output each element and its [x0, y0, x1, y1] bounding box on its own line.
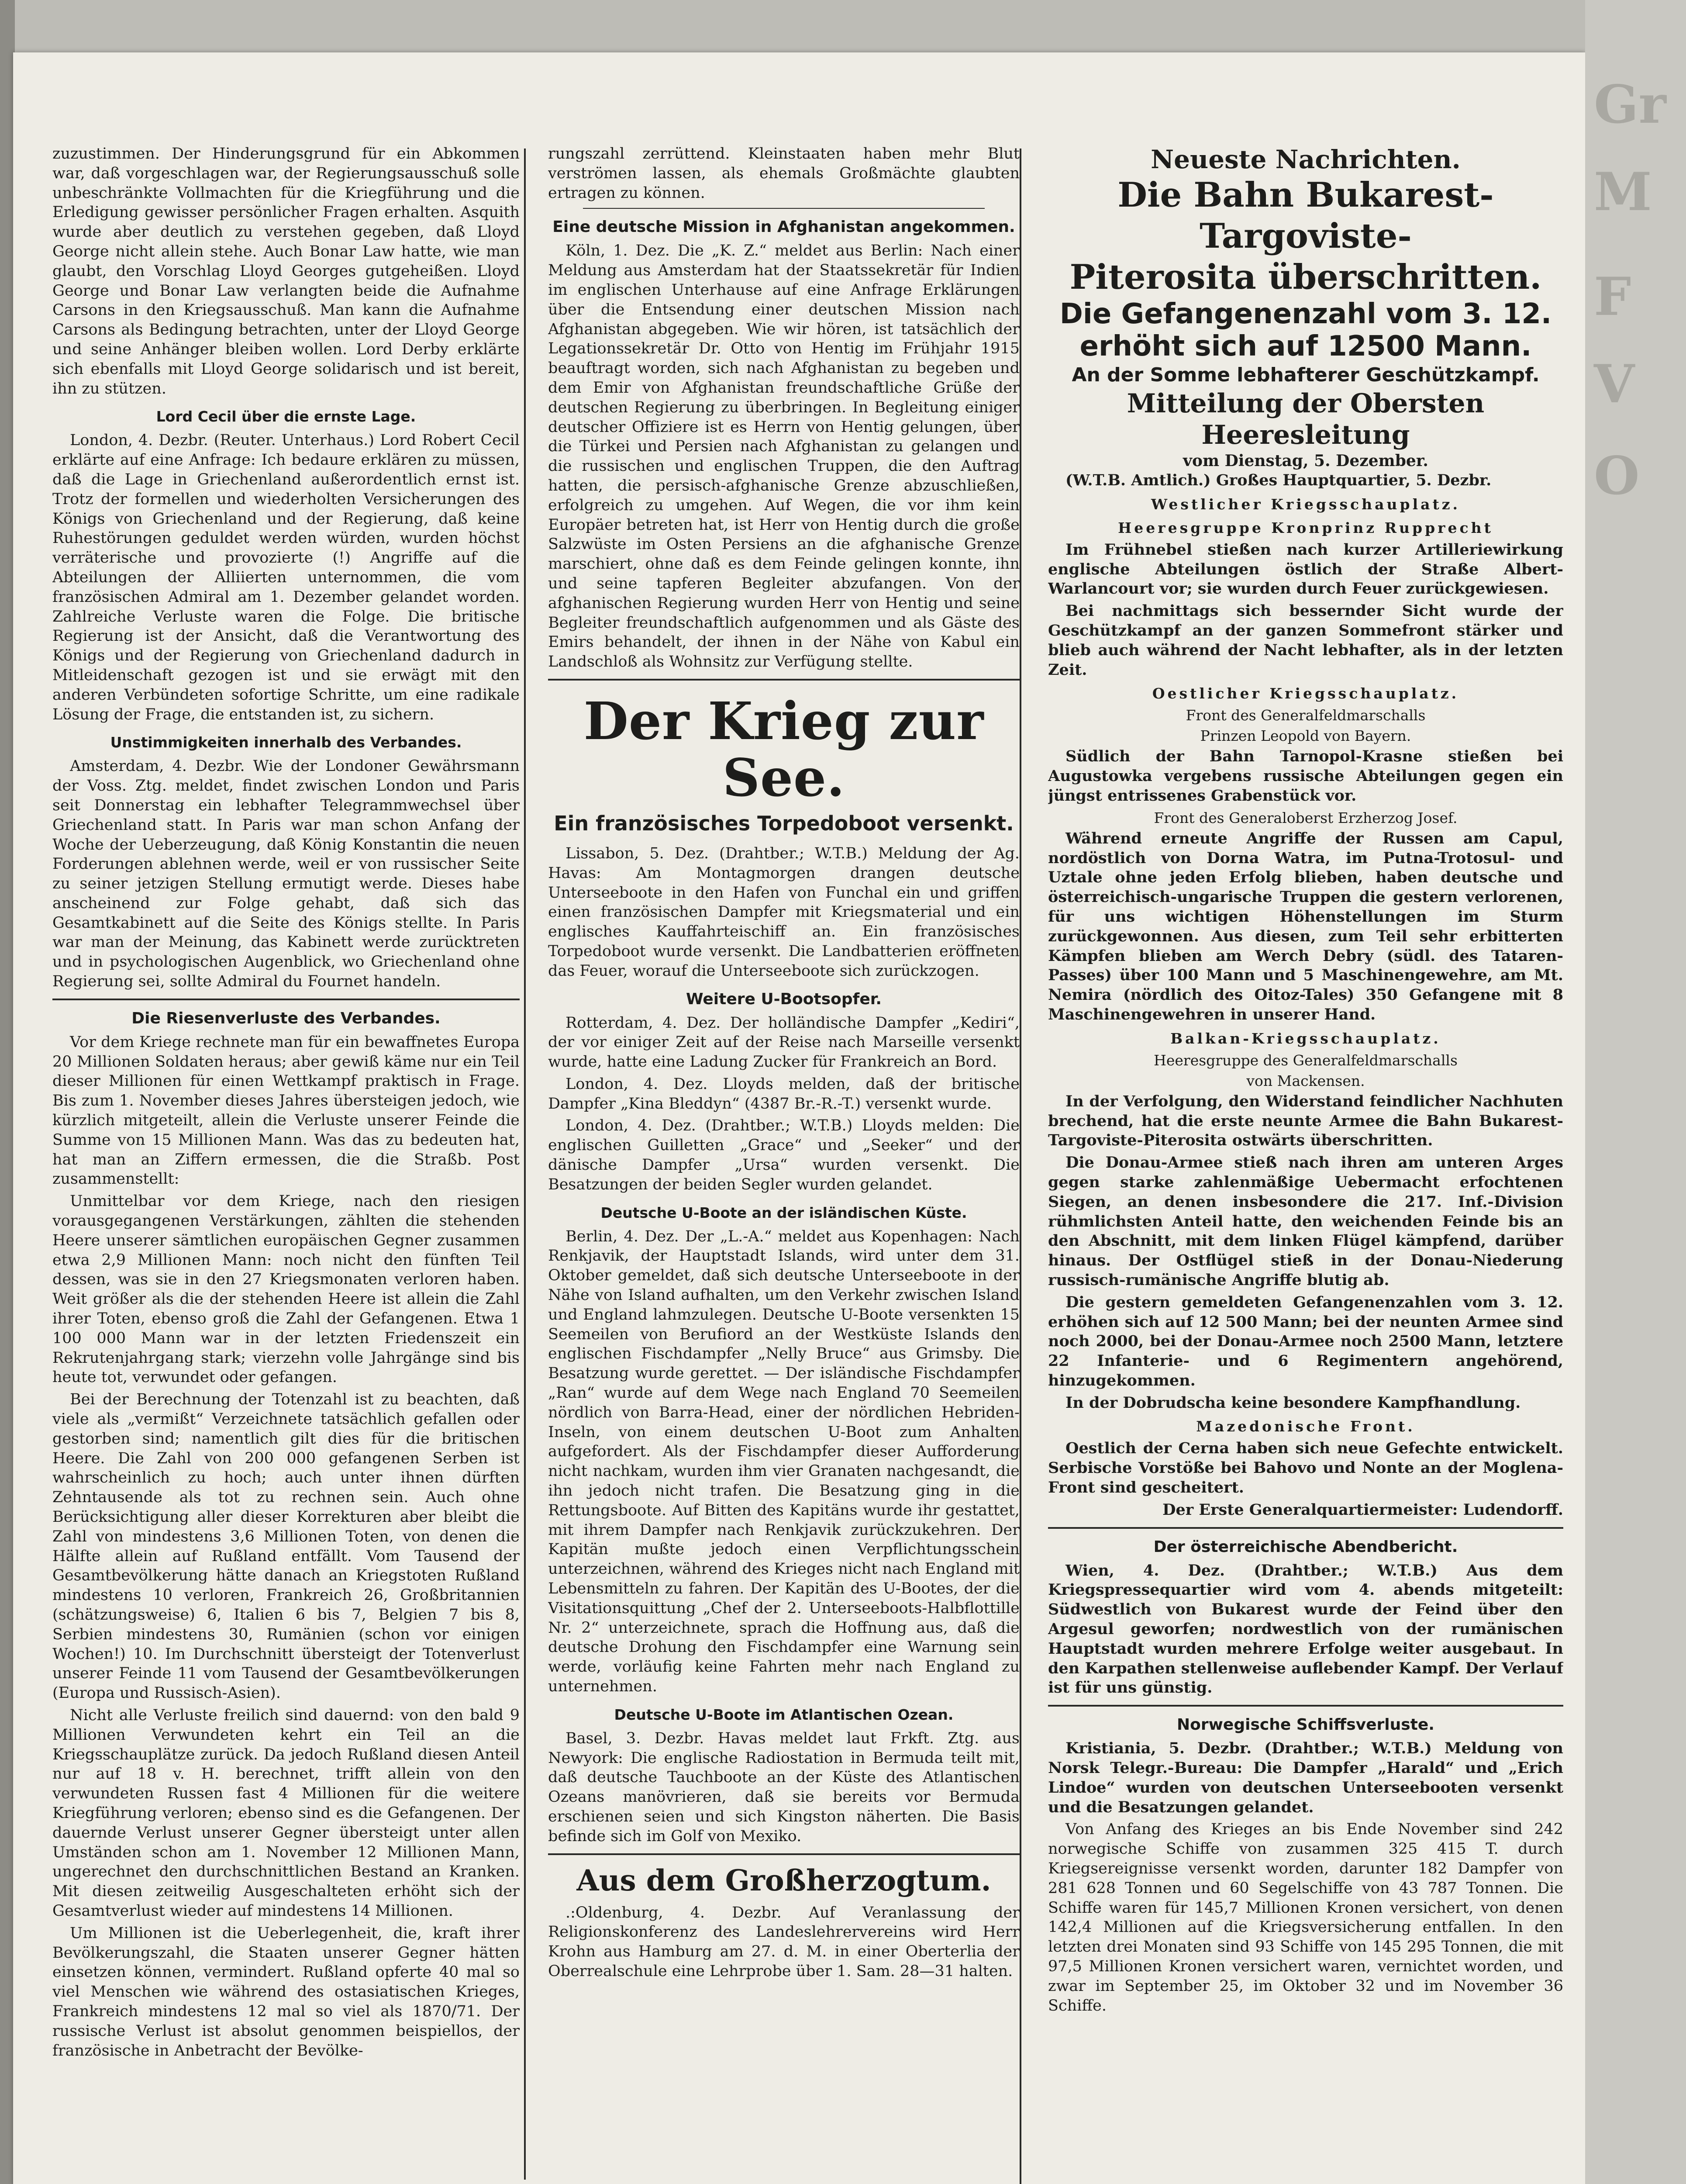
divider: [1048, 1705, 1563, 1707]
newspaper-page: [13, 52, 1585, 2184]
article-heading: Eine deutsche Mission in Afghanistan angekommen.: [552, 218, 1015, 236]
front-label: Front des Generaloberst Erzherzog Josef.: [1154, 809, 1458, 826]
article-text: Rotterdam, 4. Dez. Der holländische Dampfer „Kediri“, der vor einiger Zeit auf der Reise nach Marseille versenkt wurde, hatte eine Ladung Zucker für Frankreich an Bord.: [548, 1014, 1020, 1071]
section-headline: Aus dem Großherzogtum.: [576, 1863, 991, 1897]
article-text: Die gestern gemeldeten Gefangenenzahlen vom 3. 12. erhöhen sich auf 12 500 Mann; bei der neunten Armee sind noch 2000, bei der Donau-Armee noch 2500 Mann, letztere 22 Infanterie- und 6 Regimentern angehörend, hinzugekommen.: [1048, 1293, 1563, 1389]
section-headline: Der Krieg zur See.: [583, 690, 984, 808]
article-text: Bei der Berechnung der Totenzahl ist zu beachten, daß viele als „vermißt“ Verzeichnete tatsächlich gefallen oder gestorben sind; namentlich gilt dies für die britischen Heere. Die Zahl von 200 000 gefangenen Serben ist wahrscheinlich zu hoch; auch unter ihnen dürften Zehntausende als tot zu rechnen sein. Auch ohne Berücksichtigung aller dieser Korrekturen aber bleibt die Zahl von mindestens 3,6 Millionen Toten, von denen die Hälfte allein auf Rußland entfällt. Vom Tausend der Gesamtbevölkerung hätte danach an Kriegstoten Rußland mindestens 10 verloren, Frankreich 26, Großbritannien (schätzungsweise) 6, Italien 6 bis 7, Belgien 7 bis 8, Serbien mindestens 30, Rumänien (schon vor einigen Wochen!) 10. Im Durchschnitt übersteigt der Totenverlust unserer Feinde 11 vom Tausend der Gesamtbevölkerungen (Europa und Russisch-Asien).: [52, 1391, 520, 1702]
bleed-through-text: Gr: [1594, 74, 1666, 135]
article-text: Köln, 1. Dez. Die „K. Z.“ meldet aus Berlin: Nach einer Meldung aus Amsterdam hat der Staatssekretär für Indien im englischen Unterhause auf eine Anfrage Erklärungen über die Entsendung einer deutschen Mission nach Afghanistan abgegeben. Wie wir hören, ist tatsächlich der Legationssekretär Dr. Otto von Hentig im Frühjahr 1915 beauftragt worden, sich nach Afghanistan zu begeben und dem Emir von Afghanistan freundschaftliche Grüße der deutschen Regierung zu überbringen. In Begleitung einiger deutscher Offiziere ist es Herrn von Hentig gelungen, über die Türkei und Persien nach Afghanistan zu gelangen und die russischen und englischen Truppen, die den Auftrag hatten, die persisch-afghanische Grenze abzuschließen, erfolgreich zu umgehen. Auf Wegen, die vor ihm kein Europäer betreten hat, ist Herr von Hentig durch die große Salzwüste im Osten Persiens an die afghanische Grenze marschiert, ohne daß es dem Feinde gelingen konnte, ihn und seine tapferen Begleiter abzufangen. Von der afghanischen Regierung wurden Herr von Hentig und seine Begleiter freundschaftlich aufgenommen und als Gäste des Emirs behandelt, der ihnen in der Nähe von Kabul ein Landschloß als Wohnsitz zur Verfügung stellte.: [548, 242, 1020, 671]
article-text: Lissabon, 5. Dez. (Drahtber.; W.T.B.) Meldung der Ag. Havas: Am Montagmorgen drangen deutsche Unterseeboote in den Hafen von Funchal ein und griffen einen französischen Dampfer mit Kriegsmaterial und ein englisches Kauffahrteischiff an. Ein französisches Torpedoboot wurde versenkt. Die Landbatterien eröffneten das Feuer, worauf die Unterseeboote sich zurückzogen.: [548, 844, 1020, 980]
article-text: Amsterdam, 4. Dezbr. Wie der Londoner Gewährsmann der Voss. Ztg. meldet, findet zwischen London und Paris seit Donnerstag ein lebhafter Telegrammwechsel über Griechenland statt. In Paris war man schon Anfang der Woche der Ueberzeugung, daß König Konstantin die neuen Forderungen ablehnen werde, weil er von russischer Seite zu seiner jetzigen Stellung ermutigt werde. Dieses habe anscheinend zur Folge gehabt, daß sich das Gesamtkabinett auf die Seite des Königs stellte. In Paris war man der Meinung, das Kabinett werde zurücktreten und in psychologischen Augenblick, wo Griechenland ohne Regierung sei, sollte Admiral du Fournet handeln.: [52, 757, 520, 991]
divider: [1048, 1527, 1563, 1529]
article-text: London, 4. Dez. (Drahtber.; W.T.B.) Lloyds melden: Die englischen Guilletten „Grace“ und „Seeker“ und der dänische Dampfer „Ursa“ wurden versenkt. Die Besatzungen der beiden Segler wurden gelandet.: [548, 1117, 1020, 1193]
column-left: [52, 144, 520, 2184]
article-heading: Die Riesenverluste des Verbandes.: [131, 1009, 441, 1027]
section-label: Oestlicher Kriegsschauplatz.: [1152, 685, 1459, 702]
column-rule-1: [524, 149, 526, 2180]
article-text: In der Dobrudscha keine besondere Kampfhandlung.: [1065, 1393, 1521, 1412]
article-text: Basel, 3. Dezbr. Havas meldet laut Frkft. Ztg. aus Newyork: Die englische Radiostation in Bermuda teilt mit, daß deutsche Tauchboote an der Küste des Atlantischen Ozeans manövrieren, daß sie bereits vor Bermuda erschienen seien und sich Kingston näherten. Die Basis befinde sich im Golf von Mexiko.: [548, 1729, 1020, 1845]
article-text: (W.T.B. Amtlich.) Großes Hauptquartier, 5. Dezbr.: [1065, 471, 1492, 489]
article-heading: Deutsche U-Boote im Atlantischen Ozean.: [614, 1706, 954, 1723]
article-text: Bei nachmittags sich bessernder Sicht wurde der Geschützkampf an der ganzen Sommefront stärker und blieb auch während der Nacht lebhafter, als in der letzten Zeit.: [1048, 602, 1563, 679]
news-subheadline: erhöht sich auf 12500 Mann.: [1079, 330, 1532, 363]
news-subheadline: An der Somme lebhafterer Geschützkampf.: [1072, 364, 1540, 386]
article-text: Vor dem Kriege rechnete man für ein bewaffnetes Europa 20 Millionen Soldaten heraus; aber gewiß käme nur ein Teil dieser Millionen für einen Wettkampf praktisch in Frage. Bis zum 1. November dieses Jahres übersteigen jedoch, wie kürzlich mitgeteilt, allein die Verluste unserer Feinde die Summe von 15 Millionen Mann. Was das zu bedeuten hat, hat man an Ziffern ermessen, die die Straßb. Post zusammenstellt:: [52, 1033, 520, 1188]
article-text: Während erneute Angriffe der Russen am Capul, nordöstlich von Dorna Watra, im Putna-Trotosul- und Uztale ohne jeden Erfolg blieben, haben deutsche und österreichisch-ungarische Truppen die gestern verlorenen, für uns wichtigen Höhenstellungen im Sturm zurückgewonnen. Aus diesen, zum Teil sehr erbitterten Kämpfen blieben am Werch Debry (südl. des Tataren-Passes) über 100 Mann und 5 Maschinengewehre, am Mt. Nemira (nördlich des Oitoz-Tales) 350 Gefangene mit 8 Maschinengewehren in unserer Hand.: [1048, 829, 1563, 1023]
article-text: Von Anfang des Krieges an bis Ende November sind 242 norwegische Schiffe von zusammen 325 415 T. durch Kriegsereignisse versenkt worden, darunter 182 Dampfer von 281 628 Tonnen und 60 Segelschiffe von 43 787 Tonnen. Die Schiffe waren für 145,7 Millionen Kronen versichert, von denen 142,4 Millionen auf die Kriegsversicherung entfallen. In den letzten drei Monaten sind 93 Schiffe von 145 295 Tonnen, die mit 97,5 Millionen Kronen versichert waren, vernichtet worden, und zwar im September 25, im Oktober 32 und im November 36 Schiffe.: [1048, 1821, 1563, 2015]
divider: [548, 1853, 1020, 1855]
section-label: Westlicher Kriegsschauplatz.: [1151, 495, 1460, 513]
article-text: zuzustimmen. Der Hinderungsgrund für ein Abkommen war, daß vorgeschlagen war, der Regierungsausschuß solle unbeschränkte Vollmachten für die Kriegführung und die Erledigung gewisser persönlicher Fragen erhalten. Asquith wurde aber deutlich zu verstehen gegeben, daß Lloyd George nicht allein stehe. Auch Bonar Law hatte, wie man glaubt, den Vorschlag Lloyd Georges gutgeheißen. Lloyd George und Bonar Law verlangten beide die Aufnahme Carsons in den Kriegsausschuß. Man kann die Aufnahme Carsons als Bedingung betrachten, unter der Lloyd George und seine Anhänger bleiben wollen. Lord Derby erklärte sich ebenfalls mit Lloyd George solidarisch und ist bereit, ihn zu stützen.: [52, 145, 520, 397]
bleed-through-text: M: [1594, 161, 1652, 223]
article-heading: Der österreichische Abendbericht.: [1153, 1538, 1458, 1556]
news-banner: Neueste Nachrichten.: [1151, 145, 1461, 174]
article-heading: Norwegische Schiffsverluste.: [1177, 1716, 1434, 1734]
article-text: Im Frühnebel stießen nach kurzer Artilleriewirkung englische Abteilungen östlich der Straße Albert-Warlancourt vor; sie wurden durch Feuer zurückgewiesen.: [1048, 540, 1563, 598]
scan-left-edge: [0, 0, 15, 2184]
column-right: [1048, 144, 1563, 2184]
article-text: London, 4. Dezbr. (Reuter. Unterhaus.) Lord Robert Cecil erklärte auf eine Anfrage: Ich bedaure erklären zu müssen, daß die Lage in Griechenland außerordentlich ernst ist. Trotz der formellen und wiederholten Versicherungen des Königs von Griechenland und der Regierung, daß keine Ruhestörungen geduldet werden würden, wurden höchst verräterische und provozierte (!) Angriffe auf die Abteilungen der Alliierten unternommen, die vom französischen Admiral am 1. Dezember gelandet worden. Zahlreiche Verluste waren die Folge. Die britische Regierung ist der Ansicht, daß die Verantwortung des Königs und der Regierung von Griechenland dadurch in Mitleidenschaft gezogen ist und sie erwägt mit den anderen Verbündeten sofortige Schritte, um eine radikale Lösung der Frage, die entstanden ist, zu sichern.: [52, 432, 520, 723]
column-middle: [548, 144, 1020, 2184]
article-text: In der Verfolgung, den Widerstand feindlicher Nachhuten brechend, hat die erste neunte Armee die Bahn Bukarest-Targoviste-Piterosita ostwärts überschritten.: [1048, 1092, 1563, 1150]
news-headline: Piterosita überschritten.: [1069, 257, 1542, 297]
article-text: London, 4. Dez. Lloyds melden, daß der britische Dampfer „Kina Bleddyn“ (4387 Br.-R.-T.) versenkt wurde.: [548, 1075, 1020, 1113]
divider: [583, 208, 985, 209]
article-text: Um Millionen ist die Ueberlegenheit, die, kraft ihrer Bevölkerungszahl, die Staaten unserer Gegner hätten einsetzen können, vermindert. Rußland opferte 40 mal so viel Menschen wie während des ostasiatischen Krieges, Frankreich mindestens 12 mal so viel als 1870/71. Der russische Verlust ist absolut genommen beispiellos, der französische in Anbetracht der Bevölke-: [52, 1924, 520, 2060]
front-label: Prinzen Leopold von Bayern.: [1200, 727, 1411, 745]
article-heading: Weitere U-Bootsopfer.: [686, 990, 882, 1008]
section-label: Mazedonische Front.: [1196, 1418, 1415, 1435]
report-date: vom Dienstag, 5. Dezember.: [1183, 452, 1428, 470]
section-label: Heeresgruppe Kronprinz Rupprecht: [1118, 519, 1493, 536]
bleed-through-text: O: [1594, 445, 1640, 507]
front-label: Heeresgruppe des Generalfeldmarschalls: [1154, 1051, 1458, 1069]
signature-line: Der Erste Generalquartiermeister: Ludendorff.: [1162, 1500, 1563, 1519]
article-text: Oestlich der Cerna haben sich neue Gefechte entwickelt. Serbische Vorstöße bei Bahovo und Nonte an der Moglena-Front sind gescheitert.: [1048, 1439, 1563, 1497]
article-text: .:Oldenburg, 4. Dezbr. Auf Veranlassung der Religionskonferenz des Landeslehrervereins wird Herr Krohn aus Hamburg am 27. d. M. in einer Oberterlia der Oberrealschule eine Lehrprobe über 1. Sam. 28—31 halten.: [548, 1904, 1020, 1980]
article-text: Nicht alle Verluste freilich sind dauernd: von den bald 9 Millionen Verwundeten kehrt ein Teil an die Kriegsschauplätze zurück. Da jedoch Rußland diesen Anteil nur auf 18 v. H. berechnet, trifft allein von den verwundeten Russen fast 4 Millionen für die weitere Kriegführung verloren; ebenso sind es die Gefangenen. Der dauernde Verlust unserer Gegner übersteigt unter allen Umständen schon am 1. November 12 Millionen Mann, ungerechnet den durchschnittlichen Bestand an Kranken. Mit diesen zeitweilig Ausgeschalteten erhöht sich der Gesamtverlust wieder auf mindestens 14 Millionen.: [52, 1706, 520, 1920]
section-subheadline: Ein französisches Torpedoboot versenkt.: [554, 811, 1014, 835]
bleed-through-text: V: [1594, 353, 1635, 415]
article-text: Berlin, 4. Dez. Der „L.-A.“ meldet aus Kopenhagen: Nach Renkjavik, der Hauptstadt Islands, wird unter dem 31. Oktober gemeldet, daß sich deutsche Unterseeboote in der Nähe von Island aufhalten, um den Verkehr zwischen Island und England lahmzulegen. Deutsche U-Boote versenkten 15 Seemeilen von Berufiord an der Westküste Islands den englischen Fischdampfer „Nelly Bruce“ aus Grimsby. Die Besatzung wurde gerettet. — Der isländische Fischdampfer „Ran“ wurde auf dem Wege nach England 70 Seemeilen nördlich von Barra-Head, einer der nördlichen Hebriden-Inseln, von einem deutschen U-Boot zum Anhalten aufgefordert. Als der Fischdampfer dieser Aufforderung nicht nachkam, wurden ihm vier Granaten nachgesandt, die ihn jedoch nicht trafen. Die Besatzung ging in die Rettungsboote. Auf Bitten des Kapitäns wurde ihr gestattet, mit ihrem Dampfer nach Renkjavik zurückzukehren. Der Kapitän mußte jedoch einen Verpflichtungsschein unterzeichnen, während des Krieges nicht nach England mit Lebensmitteln zu fahren. Der Kapitän des U-Bootes, der die Visitationsquittung „Chef der 2. Unterseeboots-Halbflottille Nr. 2“ unterzeichnete, sprach die Hoffnung aus, daß die deutsche Drohung den Fischdampfer eine Warnung sein werde, vorläufig keine Fahrten mehr nach England zu unternehmen.: [548, 1227, 1020, 1695]
report-title: Mitteilung der Obersten Heeresleitung: [1127, 388, 1485, 450]
article-text: Die Donau-Armee stieß nach ihren am unteren Arges gegen starke zahlenmäßige Uebermacht erfochtenen Siegen, an denen insbesondere die 217. Inf.-Division rühmlichsten Anteil hatte, den weichenden Feinde bis an den Abschnitt, mit dem linken Flügel kämpfend, darüber hinaus. Der Ostflügel stieß in der Donau-Niederung russisch-rumänische Angriffe blutig ab.: [1048, 1154, 1563, 1289]
article-text: Unmittelbar vor dem Kriege, nach den riesigen vorausgegangenen Verstärkungen, zählten die stehenden Heere unserer sämtlichen europäischen Gegner zusammen etwa 2,9 Millionen Mann: noch nicht den fünften Teil dessen, was sie in den 27 Kriegsmonaten verloren haben. Weit größer als die der stehenden Heere ist allein die Zahl ihrer Toten, ebenso groß die Zahl der Gefangenen. Etwa 1 100 000 Mann war in der letzten Friedenszeit ein Rekrutenjahrgang stark; vierzehn volle Jahrgänge sind bis heute tot, verwundet oder gefangen.: [52, 1192, 520, 1386]
article-text: rungszahl zerrüttend. Kleinstaaten haben mehr Blut verströmen lassen, als ehemals Großmächte glaubten ertragen zu können.: [548, 145, 1020, 202]
news-headline: Die Bahn Bukarest-Targoviste-: [1117, 175, 1494, 256]
news-subheadline: Die Gefangenenzahl vom 3. 12.: [1059, 298, 1552, 330]
front-label: Front des Generalfeldmarschalls: [1186, 707, 1426, 724]
article-heading: Lord Cecil über die ernste Lage.: [156, 408, 416, 425]
article-heading: Unstimmigkeiten innerhalb des Verbandes.: [110, 734, 462, 751]
article-text: Südlich der Bahn Tarnopol-Krasne stießen bei Augustowka vergebens russische Abteilungen gegen ein jüngst entrissenes Grabenstück vor.: [1048, 747, 1563, 805]
column-rule-2: [1020, 149, 1021, 2184]
front-label: von Mackensen.: [1246, 1072, 1365, 1089]
bleed-through-text: F: [1594, 266, 1631, 328]
article-heading: Deutsche U-Boote an der isländischen Küste.: [600, 1204, 967, 1221]
article-text: Kristiania, 5. Dezbr. (Drahtber.; W.T.B.) Meldung von Norsk Telegr.-Bureau: Die Dampfer „Harald“ und „Erich Lindoe“ wurden von deutschen Unterseebooten versenkt und die Besatzungen gelandet.: [1048, 1739, 1563, 1816]
article-text: Wien, 4. Dez. (Drahtber.; W.T.B.) Aus dem Kriegspressequartier wird vom 4. abends mitgeteilt: Südwestlich von Bukarest wurde der Feind über den Argesul geworfen; nordwestlich von der rumänischen Hauptstadt wurden mehrere Erfolge weiter ausgebaut. In den Karpathen stellenweise auflebender Kampf. Der Verlauf ist für uns günstig.: [1048, 1561, 1563, 1697]
scan-right-edge: [1585, 0, 1686, 2184]
divider: [52, 999, 520, 1000]
divider: [548, 679, 1020, 681]
section-label: Balkan-Kriegsschauplatz.: [1170, 1030, 1441, 1047]
